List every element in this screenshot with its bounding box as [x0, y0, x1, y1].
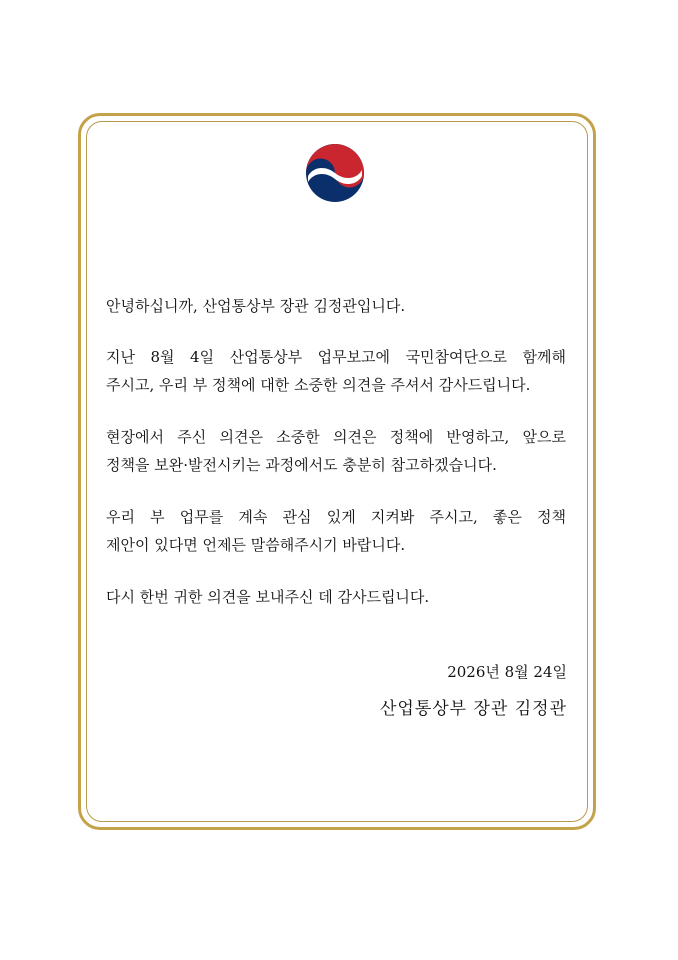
paragraph-3-line-1: 우리 부 업무를 계속 관심 있게 지켜봐 주시고, 좋은 정책: [106, 508, 566, 526]
paragraph-3-line-2: 제안이 있다면 언제든 말씀해주시기 바랍니다.: [106, 536, 406, 554]
paragraph-2-line-1: 현장에서 주신 의견은 소중한 의견은 정책에 반영하고, 앞으로: [106, 428, 566, 446]
paragraph-1-line-1: 지난 8월 4일 산업통상부 업무보고에 국민참여단으로 함께해: [106, 348, 566, 366]
greeting-line: 안녕하십니까, 산업통상부 장관 김정관입니다.: [106, 297, 406, 315]
signature-line: 산업통상부 장관 김정관: [379, 699, 567, 719]
paragraph-1-line-2: 주시고, 우리 부 정책에 대한 소중한 의견을 주셔서 감사드립니다.: [106, 376, 531, 394]
taegeuk-emblem-icon: [305, 143, 365, 203]
letter-date: 2026년 8월 24일: [447, 663, 567, 681]
paragraph-2-line-2: 정책을 보완·발전시키는 과정에서도 충분히 참고하겠습니다.: [106, 456, 497, 474]
paragraph-4-line-1: 다시 한번 귀한 의견을 보내주신 데 감사드립니다.: [106, 588, 430, 606]
